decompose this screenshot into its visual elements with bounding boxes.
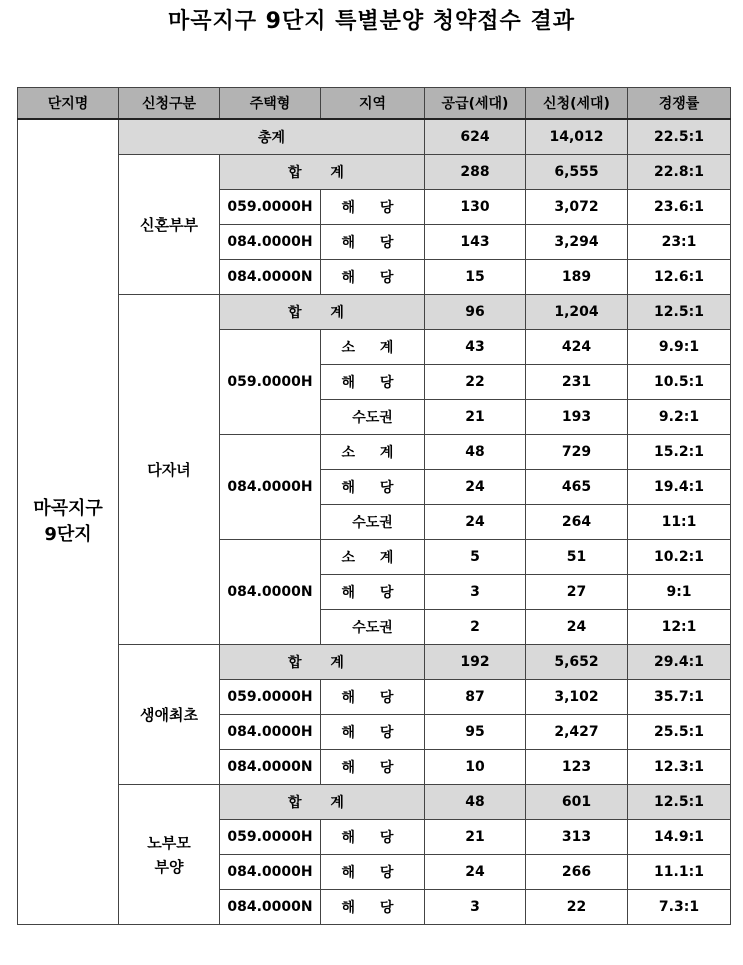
region: 소 계 bbox=[321, 540, 425, 575]
applied: 51 bbox=[526, 540, 628, 575]
region: 해 당 bbox=[321, 260, 425, 295]
applied: 231 bbox=[526, 365, 628, 400]
sum-label: 합 계 bbox=[220, 155, 425, 190]
applied: 465 bbox=[526, 470, 628, 505]
applied: 123 bbox=[526, 750, 628, 785]
sum-rate: 12.5:1 bbox=[628, 295, 731, 330]
sum-applied: 6,555 bbox=[526, 155, 628, 190]
rate: 23.6:1 bbox=[628, 190, 731, 225]
table-row bbox=[18, 645, 731, 680]
sum-applied: 601 bbox=[526, 785, 628, 820]
table-row bbox=[18, 155, 731, 190]
region: 해 당 bbox=[321, 820, 425, 855]
supply: 15 bbox=[425, 260, 526, 295]
region: 소 계 bbox=[321, 330, 425, 365]
category-elderly-line1: 노부모 bbox=[147, 833, 191, 852]
house-type: 059.0000H bbox=[220, 680, 321, 715]
applied: 313 bbox=[526, 820, 628, 855]
header-complex: 단지명 bbox=[18, 88, 119, 120]
region: 소 계 bbox=[321, 435, 425, 470]
sum-supply: 96 bbox=[425, 295, 526, 330]
header-row bbox=[18, 88, 731, 120]
rate: 12:1 bbox=[628, 610, 731, 645]
category-elderly-line2: 부양 bbox=[154, 857, 184, 876]
supply: 130 bbox=[425, 190, 526, 225]
supply: 43 bbox=[425, 330, 526, 365]
house-type: 059.0000H bbox=[220, 820, 321, 855]
rate: 9.9:1 bbox=[628, 330, 731, 365]
region: 해 당 bbox=[321, 890, 425, 925]
complex-name-cell bbox=[18, 119, 119, 925]
applied: 189 bbox=[526, 260, 628, 295]
supply: 24 bbox=[425, 855, 526, 890]
supply: 143 bbox=[425, 225, 526, 260]
supply: 3 bbox=[425, 575, 526, 610]
supply: 10 bbox=[425, 750, 526, 785]
applied: 27 bbox=[526, 575, 628, 610]
supply: 21 bbox=[425, 400, 526, 435]
sum-label: 합 계 bbox=[220, 785, 425, 820]
applied: 264 bbox=[526, 505, 628, 540]
applied: 2,427 bbox=[526, 715, 628, 750]
category-multichild: 다자녀 bbox=[119, 295, 220, 645]
region: 해 당 bbox=[321, 750, 425, 785]
supply: 21 bbox=[425, 820, 526, 855]
header-category: 신청구분 bbox=[119, 88, 220, 120]
header-rate: 경쟁률 bbox=[628, 88, 731, 120]
supply: 22 bbox=[425, 365, 526, 400]
sum-rate: 29.4:1 bbox=[628, 645, 731, 680]
total-rate: 22.5:1 bbox=[628, 119, 731, 155]
region: 해 당 bbox=[321, 225, 425, 260]
sum-label: 합 계 bbox=[220, 645, 425, 680]
house-type: 084.0000N bbox=[220, 750, 321, 785]
rate: 25.5:1 bbox=[628, 715, 731, 750]
applied: 266 bbox=[526, 855, 628, 890]
rate: 7.3:1 bbox=[628, 890, 731, 925]
applied: 729 bbox=[526, 435, 628, 470]
sum-applied: 5,652 bbox=[526, 645, 628, 680]
region: 해 당 bbox=[321, 190, 425, 225]
supply: 24 bbox=[425, 505, 526, 540]
header-applied: 신청(세대) bbox=[526, 88, 628, 120]
applied: 3,294 bbox=[526, 225, 628, 260]
sum-supply: 48 bbox=[425, 785, 526, 820]
house-type: 084.0000H bbox=[220, 855, 321, 890]
supply: 95 bbox=[425, 715, 526, 750]
rate: 11:1 bbox=[628, 505, 731, 540]
applied: 424 bbox=[526, 330, 628, 365]
house-type: 059.0000H bbox=[220, 330, 321, 435]
rate: 9.2:1 bbox=[628, 400, 731, 435]
total-applied: 14,012 bbox=[526, 119, 628, 155]
house-type: 084.0000N bbox=[220, 890, 321, 925]
region: 해 당 bbox=[321, 855, 425, 890]
rate: 10.5:1 bbox=[628, 365, 731, 400]
sum-applied: 1,204 bbox=[526, 295, 628, 330]
rate: 12.3:1 bbox=[628, 750, 731, 785]
house-type: 084.0000N bbox=[220, 540, 321, 645]
sum-supply: 288 bbox=[425, 155, 526, 190]
supply: 48 bbox=[425, 435, 526, 470]
table-row bbox=[18, 785, 731, 820]
category-newlyweds: 신혼부부 bbox=[119, 155, 220, 295]
rate: 9:1 bbox=[628, 575, 731, 610]
header-house-type: 주택형 bbox=[220, 88, 321, 120]
sum-rate: 22.8:1 bbox=[628, 155, 731, 190]
region: 해 당 bbox=[321, 470, 425, 505]
rate: 15.2:1 bbox=[628, 435, 731, 470]
category-elderly bbox=[119, 785, 220, 925]
applied: 3,072 bbox=[526, 190, 628, 225]
header-region: 지역 bbox=[321, 88, 425, 120]
sum-label: 합 계 bbox=[220, 295, 425, 330]
total-label: 총계 bbox=[119, 119, 425, 155]
supply: 24 bbox=[425, 470, 526, 505]
house-type: 084.0000H bbox=[220, 225, 321, 260]
complex-name-line2: 9단지 bbox=[44, 524, 92, 545]
region: 수도권 bbox=[321, 610, 425, 645]
region: 수도권 bbox=[321, 505, 425, 540]
rate: 10.2:1 bbox=[628, 540, 731, 575]
table-row bbox=[18, 295, 731, 330]
supply: 2 bbox=[425, 610, 526, 645]
applied: 24 bbox=[526, 610, 628, 645]
rate: 12.6:1 bbox=[628, 260, 731, 295]
page-title: 마곡지구 9단지 특별분양 청약접수 결과 bbox=[168, 9, 575, 34]
region: 해 당 bbox=[321, 715, 425, 750]
supply: 87 bbox=[425, 680, 526, 715]
rate: 14.9:1 bbox=[628, 820, 731, 855]
applied: 193 bbox=[526, 400, 628, 435]
region: 해 당 bbox=[321, 575, 425, 610]
results-table bbox=[17, 87, 731, 925]
applied: 22 bbox=[526, 890, 628, 925]
total-supply: 624 bbox=[425, 119, 526, 155]
supply: 3 bbox=[425, 890, 526, 925]
header-supply: 공급(세대) bbox=[425, 88, 526, 120]
applied: 3,102 bbox=[526, 680, 628, 715]
rate: 11.1:1 bbox=[628, 855, 731, 890]
sum-rate: 12.5:1 bbox=[628, 785, 731, 820]
house-type: 084.0000H bbox=[220, 715, 321, 750]
complex-name-line1: 마곡지구 bbox=[33, 498, 103, 519]
table-row bbox=[18, 119, 731, 155]
house-type: 059.0000H bbox=[220, 190, 321, 225]
house-type: 084.0000H bbox=[220, 435, 321, 540]
house-type: 084.0000N bbox=[220, 260, 321, 295]
rate: 23:1 bbox=[628, 225, 731, 260]
rate: 19.4:1 bbox=[628, 470, 731, 505]
rate: 35.7:1 bbox=[628, 680, 731, 715]
region: 해 당 bbox=[321, 680, 425, 715]
region: 해 당 bbox=[321, 365, 425, 400]
region: 수도권 bbox=[321, 400, 425, 435]
category-firsttime: 생애최초 bbox=[119, 645, 220, 785]
sum-supply: 192 bbox=[425, 645, 526, 680]
supply: 5 bbox=[425, 540, 526, 575]
